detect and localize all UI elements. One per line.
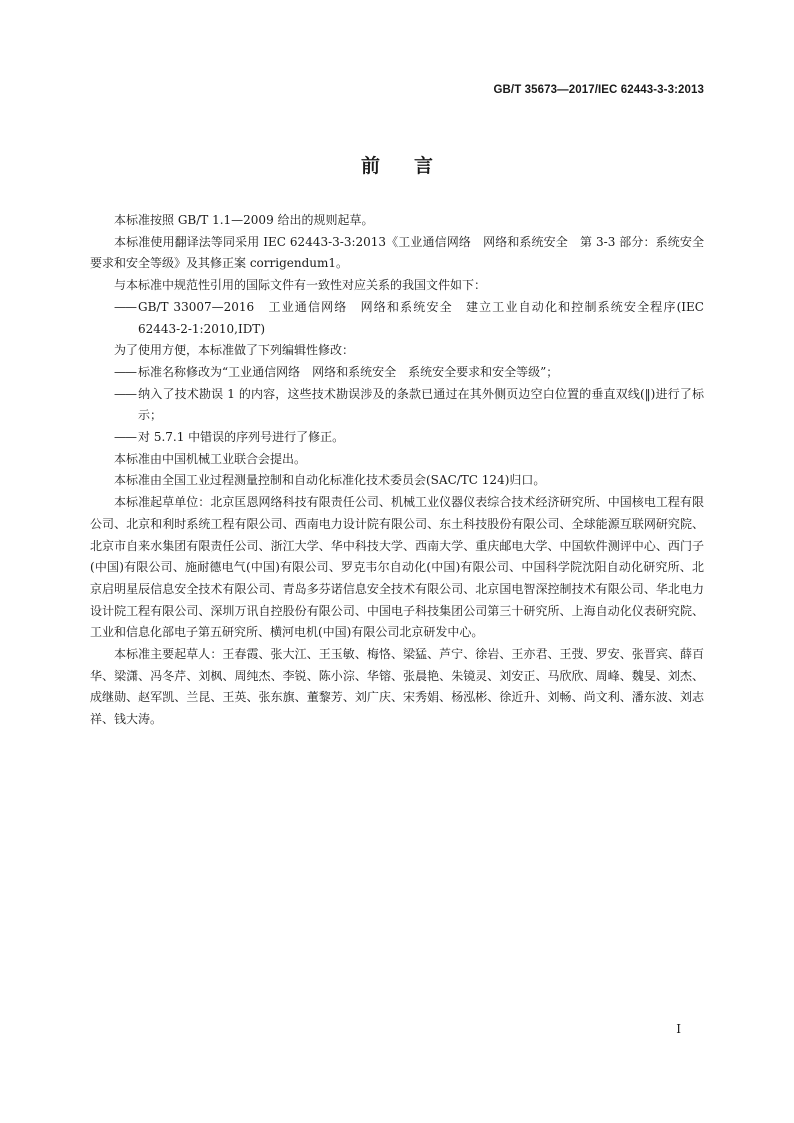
paragraph: 本标准由全国工业过程测量控制和自动化标准化技术委员会(SAC/TC 124)归口。	[114, 473, 546, 488]
paragraph: 与本标准中规范性引用的国际文件有一致性对应关系的我国文件如下：	[114, 278, 487, 293]
list-dash: ——	[114, 386, 136, 401]
page-title: 前言	[360, 155, 467, 177]
standard-code-header: GB/T 35673—2017/IEC 62443-3-3:2013	[493, 84, 704, 96]
list-item-text: GB/T 33007—2016 工业通信网络 网络和系统安全 建立工业自动化和控制系统安全程序(IEC 62443-2-1:2010,IDT)	[138, 299, 704, 336]
paragraph: 本标准按照 GB/T 1.1—2009 给出的规则起草。	[114, 213, 374, 227]
list-item-text: 标准名称修改为“工业通信网络 网络和系统安全 系统安全要求和安全等级”；	[138, 364, 559, 379]
drafting-units-paragraph: 本标准起草单位：北京匡恩网络科技有限责任公司、机械工业仪器仪表综合技术经济研究所、中国核电工程有限公司、北京和利时系统工程有限公司、西南电力设计院有限公司、东土科技股份有限公司、全球能源互联网研究院、北京市自来水集团有限责任公司、浙江大学、华中科技大学、西南大学、重庆邮电大学、中国软件测评中心、西门子(中国)有限公司、施耐德电气(中国)有限公司、罗克韦尔自动化(中国)有限公司、中国科学院沈阳自动化研究所、北京启明星辰信息安全技术有限公司、青岛多芬诺信息安全技术有限公司、北京国电智深控制技术有限公司、华北电力设计院工程有限公司、深圳万讯自控股份有限公司、中国电子科技集团公司第三十研究所、上海自动化仪表研究院、工业和信息化部电子第五研究所、横河电机(中国)有限公司北京研发中心。	[90, 495, 704, 640]
list-item	[90, 427, 704, 449]
paragraph: 本标准由中国机械工业联合会提出。	[114, 451, 307, 466]
list-dash: ——	[114, 430, 136, 445]
foreword-body	[90, 210, 704, 731]
list-item	[90, 362, 704, 384]
list-dash: ——	[114, 299, 136, 314]
list-dash: ——	[114, 364, 136, 379]
list-item	[90, 297, 704, 340]
paragraph: 本标准使用翻译法等同采用 IEC 62443-3-3:2013《工业通信网络 网络和系统安全 第 3-3 部分：系统安全要求和安全等级》及其修正案 corrigendum1。	[90, 234, 704, 271]
page-number: I	[676, 1022, 681, 1036]
paragraph: 为了使用方便，本标准做了下列编辑性修改：	[114, 343, 355, 358]
list-item	[90, 384, 704, 427]
drafters-paragraph: 本标准主要起草人：王春霞、张大江、王玉敏、梅恪、梁猛、芦宁、徐岩、王亦君、王弢、罗安、张晋宾、薛百华、梁潇、冯冬芹、刘枫、周纯杰、李锐、陈小淙、华镕、张晨艳、朱镜灵、刘安正、马欣欣、周峰、魏旻、刘杰、成继勋、赵军凯、兰昆、王英、张东旗、董黎芳、刘广庆、宋秀娟、杨泓彬、徐近升、刘畅、尚文利、潘东波、刘志祥、钱大涛。	[90, 647, 704, 727]
list-item-text: 纳入了技术勘误 1 的内容，这些技术勘误涉及的条款已通过在其外侧页边空白位置的垂直双线(‖)进行了标示；	[138, 386, 704, 423]
list-item-text: 对 5.7.1 中错误的序列号进行了修正。	[138, 430, 345, 445]
